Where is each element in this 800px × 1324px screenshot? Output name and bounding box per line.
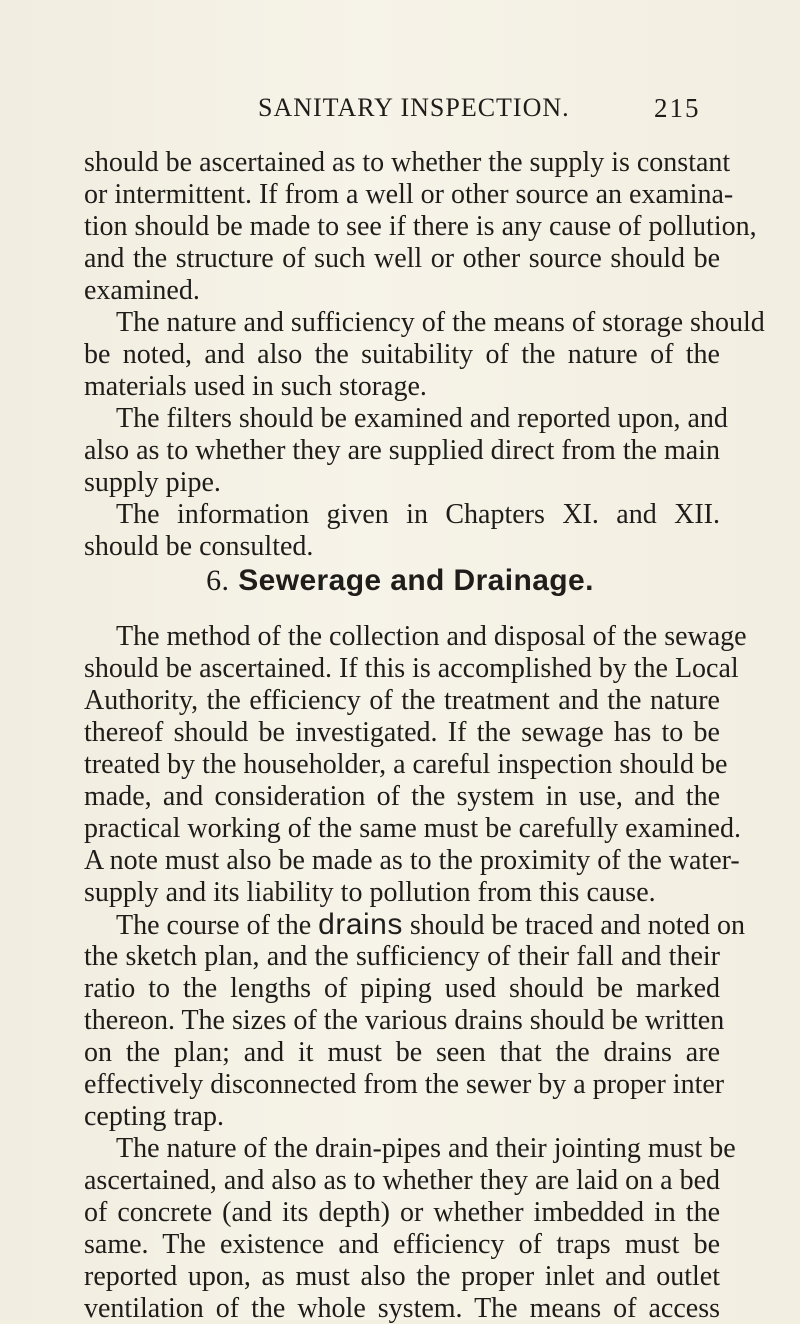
text-line: The method of the collection and disposal of the sewage — [116, 621, 747, 652]
text-line: same. The existence and efficiency of traps must be — [84, 1229, 720, 1260]
text-line: thereon. The sizes of the various drains should be written — [84, 1005, 725, 1036]
text-line: of concrete (and its depth) or whether imbedded in the — [84, 1197, 720, 1228]
page-number: 215 — [654, 93, 701, 123]
text-line: the sketch plan, and the sufficiency of their fall and their — [84, 941, 720, 972]
text-line: on the plan; and it must be seen that the drains are — [84, 1037, 720, 1068]
text-line: ventilation of the whole system. The means of access — [84, 1293, 720, 1324]
section-title: Sewerage and Drainage. — [238, 564, 594, 597]
text-line: made, and consideration of the system in use, and the — [84, 781, 720, 812]
running-head — [0, 88, 800, 128]
drains-suffix: should be traced and noted on — [402, 910, 745, 941]
text-line: tion should be made to see if there is any cause of pollution, — [84, 211, 757, 242]
section-heading — [0, 562, 800, 600]
text-line: ascertained, and also as to whether they are laid on a bed — [84, 1165, 720, 1196]
text-line: supply and its liability to pollution from this cause. — [84, 877, 656, 908]
drains-emphasis: drains — [318, 908, 403, 941]
text-line: The filters should be examined and reported upon, and — [116, 403, 728, 434]
drains-prefix: The course of the — [116, 910, 319, 941]
text-line: The nature of the drain-pipes and their jointing must be — [116, 1133, 736, 1164]
text-line — [116, 908, 745, 941]
text-line: The information given in Chapters XI. and XII. — [116, 499, 720, 530]
text-line: supply pipe. — [84, 467, 221, 498]
text-line: should be ascertained. If this is accomplished by the Local — [84, 653, 739, 684]
text-line: be noted, and also the suitability of the nature of the — [84, 339, 720, 370]
text-line: examined. — [84, 275, 200, 306]
text-line: The nature and sufficiency of the means of storage should — [116, 307, 765, 338]
text-line: reported upon, as must also the proper inlet and outlet — [84, 1261, 720, 1292]
text-line: cepting trap. — [84, 1101, 224, 1132]
text-line: practical working of the same must be carefully examined. — [84, 813, 741, 844]
text-line: Authority, the efficiency of the treatment and the nature — [84, 685, 720, 716]
text-line: thereof should be investigated. If the sewage has to be — [84, 717, 720, 748]
text-line: and the structure of such well or other source should be — [84, 243, 720, 274]
text-line: ratio to the lengths of piping used should be marked — [84, 973, 720, 1004]
text-line: or intermittent. If from a well or other source an examina- — [84, 179, 734, 210]
text-line: should be consulted. — [84, 531, 314, 562]
text-line: materials used in such storage. — [84, 371, 427, 402]
text-line: should be ascertained as to whether the supply is constant — [84, 147, 731, 178]
running-title: SANITARY INSPECTION. — [258, 93, 570, 122]
section-number: 6. — [206, 564, 230, 597]
text-line: treated by the householder, a careful inspection should be — [84, 749, 728, 780]
text-line: also as to whether they are supplied direct from the main — [84, 435, 721, 466]
text-line: effectively disconnected from the sewer by a proper inter — [84, 1069, 725, 1100]
text-line: A note must also be made as to the proximity of the water- — [84, 845, 740, 876]
